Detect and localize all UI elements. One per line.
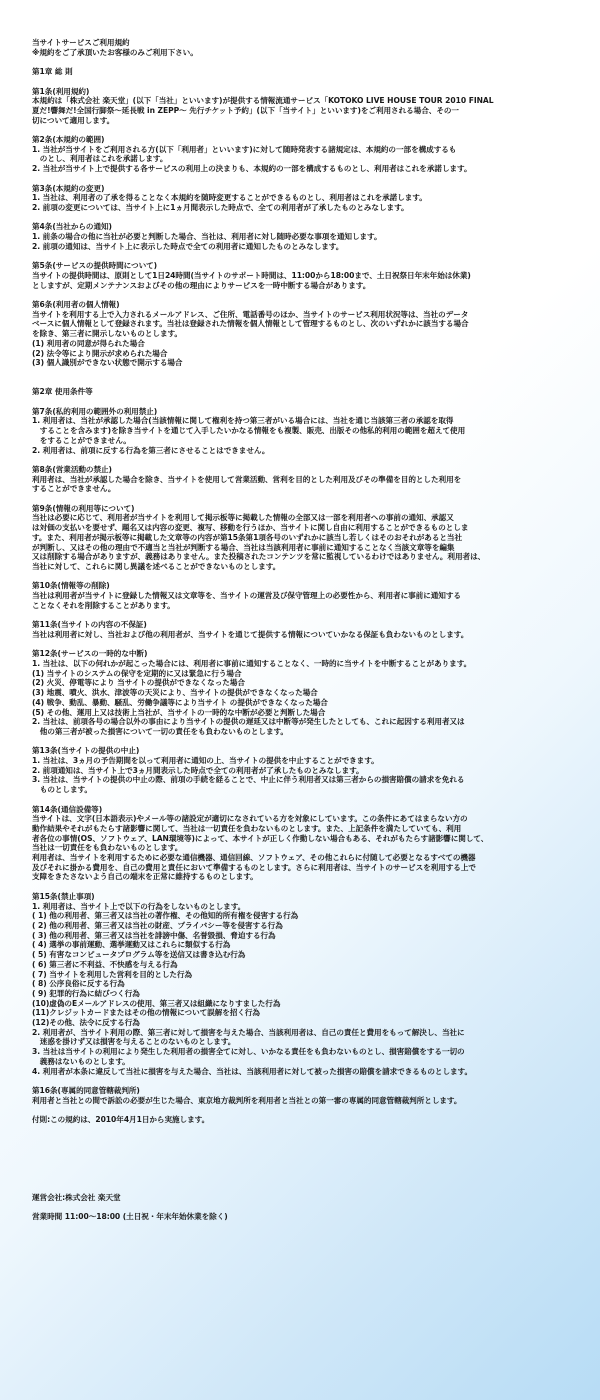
document-line: (12)その他、法令に反する行為 xyxy=(32,1018,140,1028)
document-line: 第11条(当サイトの内容の不保証) xyxy=(32,620,147,630)
document-line: (3) 地震、噴火、洪水、津波等の天災により、当サイトの提供ができなくなった場合 xyxy=(32,688,318,698)
blank-line xyxy=(32,455,580,465)
document-line: (10)虚偽のEメールアドレスの使用、第三者又は組織になりすました行為 xyxy=(32,998,281,1008)
document-line: (4) 戦争、動乱、暴動、騒乱、労働争議等により当サイト の提供ができなくなった場合 xyxy=(32,697,328,707)
document-line: ベースに個人情報として登録されます。当社は登録された情報を個人情報として管理するものとし、次のいずれかに該当する場合 xyxy=(32,319,469,329)
document-line: 及びそれに掛かる費用を、自己の費用と責任において準備するものとします。さらに利用者は、当サイトのサービスを利用する上で xyxy=(32,862,476,872)
document-line: が判断し、又はその他の理由で不適当と当社が判断する場合、当社は当該利用者に事前に通知することなく当該文章等を編集 xyxy=(32,542,455,552)
document-line: 当社は利用者が当サイトに登録した情報又は文章等を、当サイトの運営及び保守管理上の必要性から、利用者に事前に通知する xyxy=(32,591,461,601)
document-line: することができません。 xyxy=(32,484,116,494)
terms-of-service-document xyxy=(32,38,580,1222)
document-line: 第2章 使用条件等 xyxy=(32,387,93,397)
document-line: ( 4) 選挙の事前運動、選挙運動又はこれらに類似する行為 xyxy=(32,940,231,950)
document-line: 2. 前項通知は、当サイト上で3ヵ月間表示した時点で全ての利用者が了承したものとみなします。 xyxy=(32,765,364,775)
document-line: ( 6) 第三者に不利益、不快感を与える行為 xyxy=(32,959,178,969)
document-line: 利用者は、当社が承認した場合を除き、当サイトを使用して営業活動、営利を目的とした利用及びその準備を目的とした利用を xyxy=(32,474,462,484)
document-line: ( 1) 他の利用者、第三者又は当社の著作権、その他知的所有権を侵害する行為 xyxy=(32,911,299,921)
blank-line xyxy=(32,1134,580,1144)
document-line: 又は削除する場合がありますが、義務はありません。また投稿されたコンテンツを常に監視しているわけではありません。利用者は、 xyxy=(32,552,486,562)
document-line: 第15条(禁止事項) xyxy=(32,891,95,901)
document-line: ことなくそれを削除することがあります。 xyxy=(32,600,175,610)
document-line: 他の第三者が被った損害について一切の責任をも負わないものとします。 xyxy=(32,726,288,736)
document-line: 2. 前項の変更については、当サイト上に1ヵ月間表示した時点で、全ての利用者が了承したものとみなします。 xyxy=(32,202,409,212)
document-line: 2. 当社は、前項各号の場合以外の事由により当サイトの提供の遅延又は中断等が発生したとしても、これに起因する利用者又は xyxy=(32,717,465,727)
blank-line xyxy=(32,251,580,261)
blank-line xyxy=(32,882,580,892)
document-line: ( 3) 他の利用者、第三者又は当社を誹謗中傷、名誉毀損、脅迫する行為 xyxy=(32,930,276,940)
blank-line xyxy=(32,1164,580,1174)
document-line: (11)クレジットカードまたはその他の情報について誤解を招く行為 xyxy=(32,1008,260,1018)
blank-line xyxy=(32,368,580,378)
document-line: ( 7) 当サイトを利用した営利を目的とした行為 xyxy=(32,969,193,979)
document-line: 第10条(情報等の削除) xyxy=(32,581,110,591)
document-line: 夏だ!響舞だ!全国行脚祭～延長戦 in ZEPP～ 先行チケット予約」(以下「当サイト」といいます)をご利用される場合、その一 xyxy=(32,105,459,115)
document-line: 第1条(利用規約) xyxy=(32,86,90,96)
blank-line xyxy=(32,610,580,620)
document-line: (5) その他、運用上又は技術上当社が、当サイトの一時的な中断が必要と判断した場合 xyxy=(32,707,326,717)
document-line: 運営会社:株式会社 楽天堂 xyxy=(32,1192,121,1202)
document-line: (2) 火災、停電等により 当サイトの提供ができなくなった場合 xyxy=(32,678,245,688)
document-line: 当社は必要に応じて、利用者が当サイトを利用して掲示板等に掲載した情報の全部又は一部を利用者への事前の通知、承認又 xyxy=(32,513,454,523)
document-line: 1. 当社は、3ヵ月の予告期間を以って利用者に通知の上、当サイトの提供を中止することができます。 xyxy=(32,756,379,766)
blank-line xyxy=(32,1125,580,1135)
blank-line xyxy=(32,572,580,582)
document-line: 2. 当社が当サイト上で提供する各サービスの利用上の決まりも、本規約の一部を構成するものとし、利用者はこれを承諾します。 xyxy=(32,164,472,174)
blank-line xyxy=(32,290,580,300)
document-line: ( 8) 公序良俗に反する行為 xyxy=(32,979,125,989)
blank-line xyxy=(32,795,580,805)
document-line: 第1章 総 則 xyxy=(32,67,73,77)
document-line: 当社は利用者に対し、当社および他の利用者が、当サイトを通じて提供する情報についていかなる保証も負わないものとします。 xyxy=(32,629,469,639)
document-line: 第9条(情報の利用等について) xyxy=(32,503,135,513)
document-line: 第4条(当社からの通知) xyxy=(32,222,112,232)
document-line: 付則:この規約は、2010年4月1日から実施します。 xyxy=(32,1115,210,1125)
document-line: ( 2) 他の利用者、第三者又は当社の財産、プライバシー等を侵害する行為 xyxy=(32,920,283,930)
blank-line xyxy=(32,213,580,223)
document-line: 1. 前条の場合の他に当社が必要と判断した場合、当社は、利用者に対し随時必要な事項を通知します。 xyxy=(32,232,382,242)
document-line: 本規約は「株式会社 楽天堂」(以下「当社」といいます)が提供する情報流通サービス「KOTOKO LIVE HOUSE TOUR 2010 FINAL xyxy=(32,96,494,106)
blank-line xyxy=(32,1076,580,1086)
document-line: 第12条(サービスの一時的な中断) xyxy=(32,649,148,659)
document-line: 当サイトは、文字(日本語表示)やメール等の諸設定が適切になされている方を対象にしています。この条件にあてはまらない方の xyxy=(32,814,468,824)
document-line: 1. 当社は、以下の何れかが起こった場合には、利用者に事前に通知することなく、一時的に当サイトを中断することがあります。 xyxy=(32,659,472,668)
document-line: 者各位の事情(OS、ソフトウェア、LAN環境等)によって、本サイトが正しく作動しない場合もある、それがもたらす諸影響に関して、 xyxy=(32,833,489,843)
blank-line xyxy=(32,1105,580,1115)
document-line: 1. 当社は、利用者の了承を得ることなく本規約を随時変更することができるものとし、利用者はこれを承諾します。 xyxy=(32,193,427,203)
document-line: 当サイトを利用する上で入力されるメールアドレス、ご住所、電話番号のほか、当サイトのサービス利用状況等は、当社のデータ xyxy=(32,309,469,319)
document-line: (1) 利用者の同意が得られた場合 xyxy=(32,338,145,348)
document-line: 第14条(通信設備等) xyxy=(32,804,103,814)
blank-line xyxy=(32,494,580,504)
document-line: としますが、定期メンテナンスおよびその他の理由によりサービスを一時中断する場合があります。 xyxy=(32,280,371,290)
document-line: 第2条(本規約の範囲) xyxy=(32,135,105,145)
document-line: 切について適用します。 xyxy=(32,115,115,125)
blank-line xyxy=(32,174,580,184)
document-line: 当サイトの提供時間は、原則として1日24時間(当サイトのサポート時間は、11:00から18:00まで、土日祝祭日年末年始は休業) xyxy=(32,270,471,280)
document-line: 1. 利用者は、当社が承認した場合(当該情報に関して権利を持つ第三者がいる場合には、当社を通じ当該第三者の承認を取得 xyxy=(32,416,454,426)
document-line: 営業時間 11:00～18:00 (土日祝・年末年始休業を除く) xyxy=(32,1212,228,1222)
document-line: ※規約をご了承頂いたお客様のみご利用下さい。 xyxy=(32,47,198,57)
document-line: 支障をきたさないよう自己の端末を正常に維持するものとします。 xyxy=(32,872,258,882)
blank-line xyxy=(32,1183,580,1193)
document-line: 利用者は、当サイトを利用するために必要な通信機器、通信回線、ソフトウェア、その他これらに付随して必要となるすべての機器 xyxy=(32,853,476,863)
document-line: 動作結果やそれがもたらす諸影響に関して、当社は一切責任を負わないものとします。また、上記条件を満たしていても、利用 xyxy=(32,823,462,833)
blank-line xyxy=(32,378,580,388)
document-line: 2. 前項の通知は、当サイト上に表示した時点で全ての利用者に通知したものとみなします。 xyxy=(32,241,344,251)
document-line: 1. 当社が当サイトをご利用される方(以下「利用者」といいます)に対して随時発表する諸規定は、本規約の一部を構成するも xyxy=(32,144,457,154)
blank-line xyxy=(32,77,580,87)
document-line: 第13条(当サイトの提供の中止) xyxy=(32,746,140,756)
document-line: 3. 当社は当サイトの利用により発生した利用者の損害全てに対し、いかなる責任をも負わないものとし、損害賠償をする一切の xyxy=(32,1047,465,1057)
document-line: 3. 当社は、当サイトの提供の中止の際、前項の手続を経ることで、中止に伴う利用者又は第三者からの損害賠償の請求を免れる xyxy=(32,775,465,785)
document-line: ( 5) 有害なコンピュータプログラム等を送信又は書き込む行為 xyxy=(32,950,246,960)
blank-line xyxy=(32,1202,580,1212)
document-line: 第6条(利用者の個人情報) xyxy=(32,299,120,309)
document-line: 当社に対して、これらに関し異議を述べることができないものとします。 xyxy=(32,561,281,571)
document-line: (2) 法令等により開示が求められた場合 xyxy=(32,348,168,358)
document-line: 義務はないものとします。 xyxy=(32,1056,130,1066)
blank-line xyxy=(32,640,580,650)
document-line: 2. 利用者は、前項に反する行為を第三者にさせることはできません。 xyxy=(32,445,270,455)
blank-line xyxy=(32,1154,580,1164)
document-line: のとし、利用者はこれを承諾します。 xyxy=(32,154,168,164)
document-line: (1) 当サイトのシステムの保守を定期的に又は緊急に行う場合 xyxy=(32,668,242,678)
document-line: ものとします。 xyxy=(32,785,92,795)
document-line: 第7条(私的利用の範囲外の利用禁止) xyxy=(32,406,158,416)
document-line: 第16条(専属的同意管轄裁判所) xyxy=(32,1085,140,1095)
document-line: 第8条(営業活動の禁止) xyxy=(32,464,112,474)
document-line: をすることができません。 xyxy=(32,435,131,445)
document-line: 2. 利用者が、当サイト利用の際、第三者に対して損害を与えた場合、当該利用者は、自己の責任と費用をもって解決し、当社に xyxy=(32,1027,465,1037)
document-line: 当社は一切責任をも負わないものとします。 xyxy=(32,843,183,853)
blank-line xyxy=(32,1144,580,1154)
blank-line xyxy=(32,397,580,407)
document-line: を除き、第三者に開示しないものとします。 xyxy=(32,329,182,339)
document-line: ( 9) 犯罪的行為に結びつく行為 xyxy=(32,988,140,998)
document-line: (3) 個人識別ができない状態で開示する場合 xyxy=(32,358,183,368)
document-line: 第3条(本規約の変更) xyxy=(32,183,105,193)
blank-line xyxy=(32,737,580,747)
document-line: することを含みます)を除き当サイトを通じて入手したいかなる情報をも複製、販売、出版その他私的利用の範囲を超えて使用 xyxy=(32,426,466,436)
document-line: 当サイトサービスご利用規約 xyxy=(32,38,130,47)
document-line: す。また、利用者が掲示板等に掲載した文章等の内容が第15条第1項各号のいずれかに該当し若しくはそのおそれがあると当社 xyxy=(32,532,462,542)
document-line: 1. 利用者は、当サイト上で以下の行為をしないものとします。 xyxy=(32,901,246,911)
blank-line xyxy=(32,1173,580,1183)
document-line: 4. 利用者が本条に違反して当社に損害を与えた場合、当社は、当該利用者に対して被った損害の賠償を請求できるものとします。 xyxy=(32,1066,473,1076)
blank-line xyxy=(32,125,580,135)
document-line: は対価の支払いを要せず、題名又は内容の変更、複写、移動を行うほか、当サイトに関し自由に利用することができるものとしま xyxy=(32,523,469,533)
document-line: 第5条(サービスの提供時間について) xyxy=(32,261,158,271)
blank-line xyxy=(32,57,580,67)
document-line: 利用者と当社との間で訴訟の必要が生じた場合、東京地方裁判所を利用者と当社との第一審の専属的同意管轄裁判所とします。 xyxy=(32,1095,462,1105)
document-line: 迷惑を掛けず又は損害を与えることのないものとします。 xyxy=(32,1037,236,1047)
